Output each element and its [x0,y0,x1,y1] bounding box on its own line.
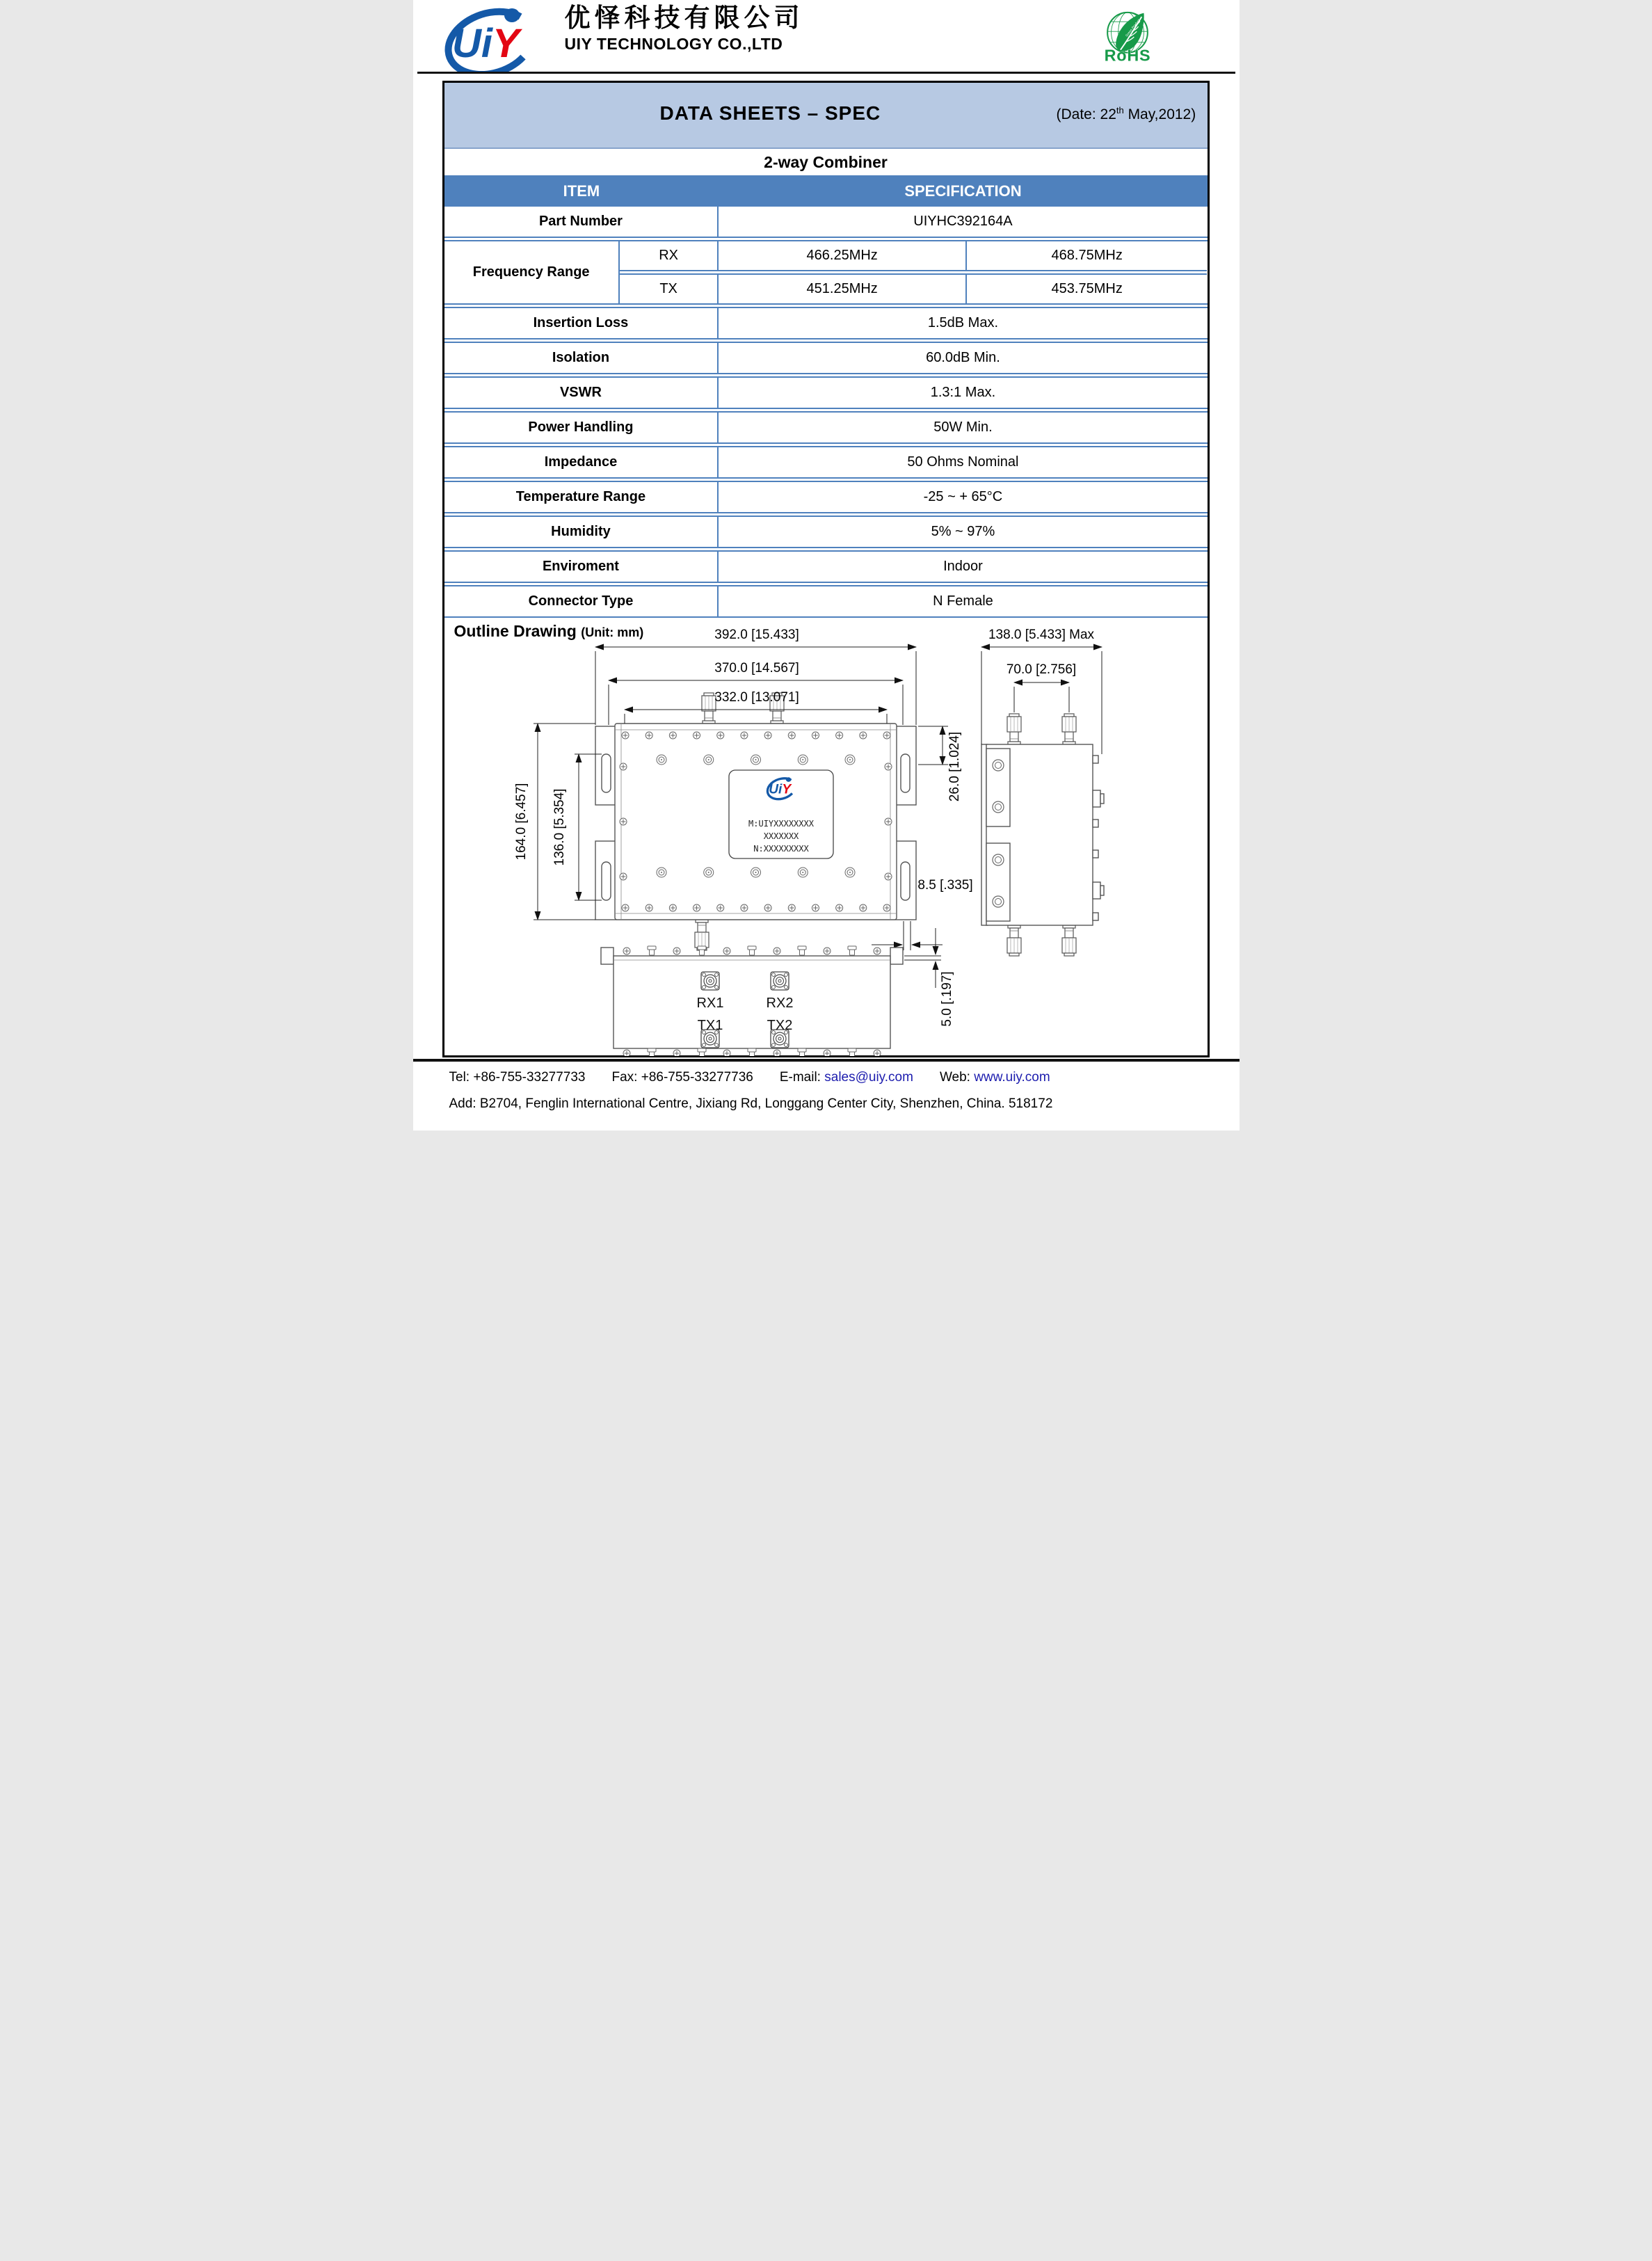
dim-width-overall: 392.0 [15.433] [714,628,799,642]
table-row [444,207,1208,238]
port-label-tx2: TX2 [767,1018,792,1033]
dim-width-inner: 332.0 [13.071] [714,690,799,705]
table-row [444,446,1208,479]
row-value: 1.3:1 Max. [930,385,996,400]
table-row [444,585,1208,618]
row-label: Insertion Loss [444,308,719,338]
table-row [444,550,1208,583]
dim-port-spacing: 70.0 [2.756] [1006,662,1076,677]
bottom-view [601,946,903,1056]
table-row [444,411,1208,444]
svg-text:UiY: UiY [768,782,791,797]
title-bar [444,83,1208,149]
port-label-rx1: RX1 [696,996,723,1011]
row-value: 5% ~ 97% [931,524,995,539]
page-title: DATA SHEETS – SPEC [659,102,881,124]
table-row [444,516,1208,548]
logo-dot-icon [504,8,520,22]
dim-width-mid: 370.0 [14.567] [714,661,799,676]
port-label-rx2: RX2 [766,996,793,1011]
band-label: RX [620,241,719,271]
side-dimensions [981,628,1102,754]
bottom-dimensions [904,928,954,1027]
rohs-logo [1100,3,1155,71]
band-label: TX [620,273,719,303]
row-value: UIYHC392164A [913,214,1013,229]
row-value: -25 ~ + 65°C [923,489,1003,504]
row-label: Humidity [444,517,719,547]
tel: Tel: +86-755-33277733 [449,1070,586,1085]
row-label: Impedance [444,447,719,477]
date-text: (Date: 22th May,2012) [1056,105,1196,122]
table-row [444,307,1208,339]
row-label: Enviroment [444,552,719,582]
dim-bracket-offset: 26.0 [1.024] [947,731,962,802]
row-value: 60.0dB Min. [926,350,1000,365]
company-name-cn: 优怿科技有限公司 [564,3,804,32]
frequency-range-row [444,240,1208,305]
product-subtitle: 2-way Combiner [764,152,888,171]
logo-text: UiY [451,21,520,66]
row-label: Power Handling [444,413,719,442]
company-name-en: UIY TECHNOLOGY CO.,LTD [564,35,783,53]
dim-height-overall: 164.0 [6.457] [513,783,529,861]
outline-drawing-section [444,618,1208,1056]
web-link[interactable]: www.uiy.com [974,1070,1050,1085]
row-value: 1.5dB Max. [927,315,999,330]
nameplate-line3: N:XXXXXXXXX [753,844,809,854]
nameplate-line1: M:UIYXXXXXXXX [748,819,814,829]
row-label: Connector Type [444,586,719,616]
rohs-tagline: Green Product [1124,18,1141,38]
content-box [442,81,1210,1057]
rohs-text: RoHS [1104,46,1150,65]
col-specification: SPECIFICATION [904,182,1022,200]
nameplate [729,770,833,858]
fax: Fax: +86-755-33277736 [611,1070,753,1085]
row-value: 50W Min. [933,420,993,435]
company-names [565,3,804,54]
email: E-mail: sales@uiy.com [779,1070,913,1085]
row-value: N Female [933,593,993,609]
row-value: Indoor [943,559,983,574]
freq-high: 453.75MHz [967,273,1208,303]
table-row [444,342,1208,374]
spec-table-header [444,175,1208,207]
dim-panel-thickness: 5.0 [.197] [939,971,954,1027]
freq-low: 466.25MHz [719,241,967,271]
table-row [444,376,1208,409]
footer-address: Add: B2704, Fenglin International Centre, Jixiang Rd, Longgang Center City, Shenzhen, China. 518172 [449,1096,1053,1111]
row-label: Frequency Range [444,241,620,303]
col-item: ITEM [563,182,600,200]
header-rule [417,72,1235,74]
row-label: Isolation [444,343,719,373]
web: Web: www.uiy.com [939,1070,1050,1085]
datasheet-page [413,0,1240,1130]
footer-contacts [449,1070,1214,1085]
footer-rule [413,1059,1240,1062]
row-label: Temperature Range [444,482,719,512]
freq-high: 468.75MHz [967,241,1208,271]
outline-drawing-heading: Outline Drawing (Unit: mm) [454,622,644,640]
freq-low: 451.25MHz [719,273,967,303]
port-label-tx1: TX1 [697,1018,723,1033]
row-label: Part Number [444,207,719,237]
dim-depth-overall: 138.0 [5.433] Max [988,628,1094,642]
dim-edge-offset: 8.5 [.335] [917,878,973,893]
outline-drawing-svg [444,618,1208,1056]
front-view [595,693,916,950]
row-label: VSWR [444,378,719,408]
uiy-logo [428,1,561,72]
side-view [981,714,1104,956]
dim-height-inner: 136.0 [5.354] [552,788,567,866]
nameplate-line2: XXXXXXX [763,831,799,841]
email-link[interactable]: sales@uiy.com [824,1070,913,1085]
row-value: 50 Ohms Nominal [907,454,1019,470]
table-row [444,481,1208,513]
